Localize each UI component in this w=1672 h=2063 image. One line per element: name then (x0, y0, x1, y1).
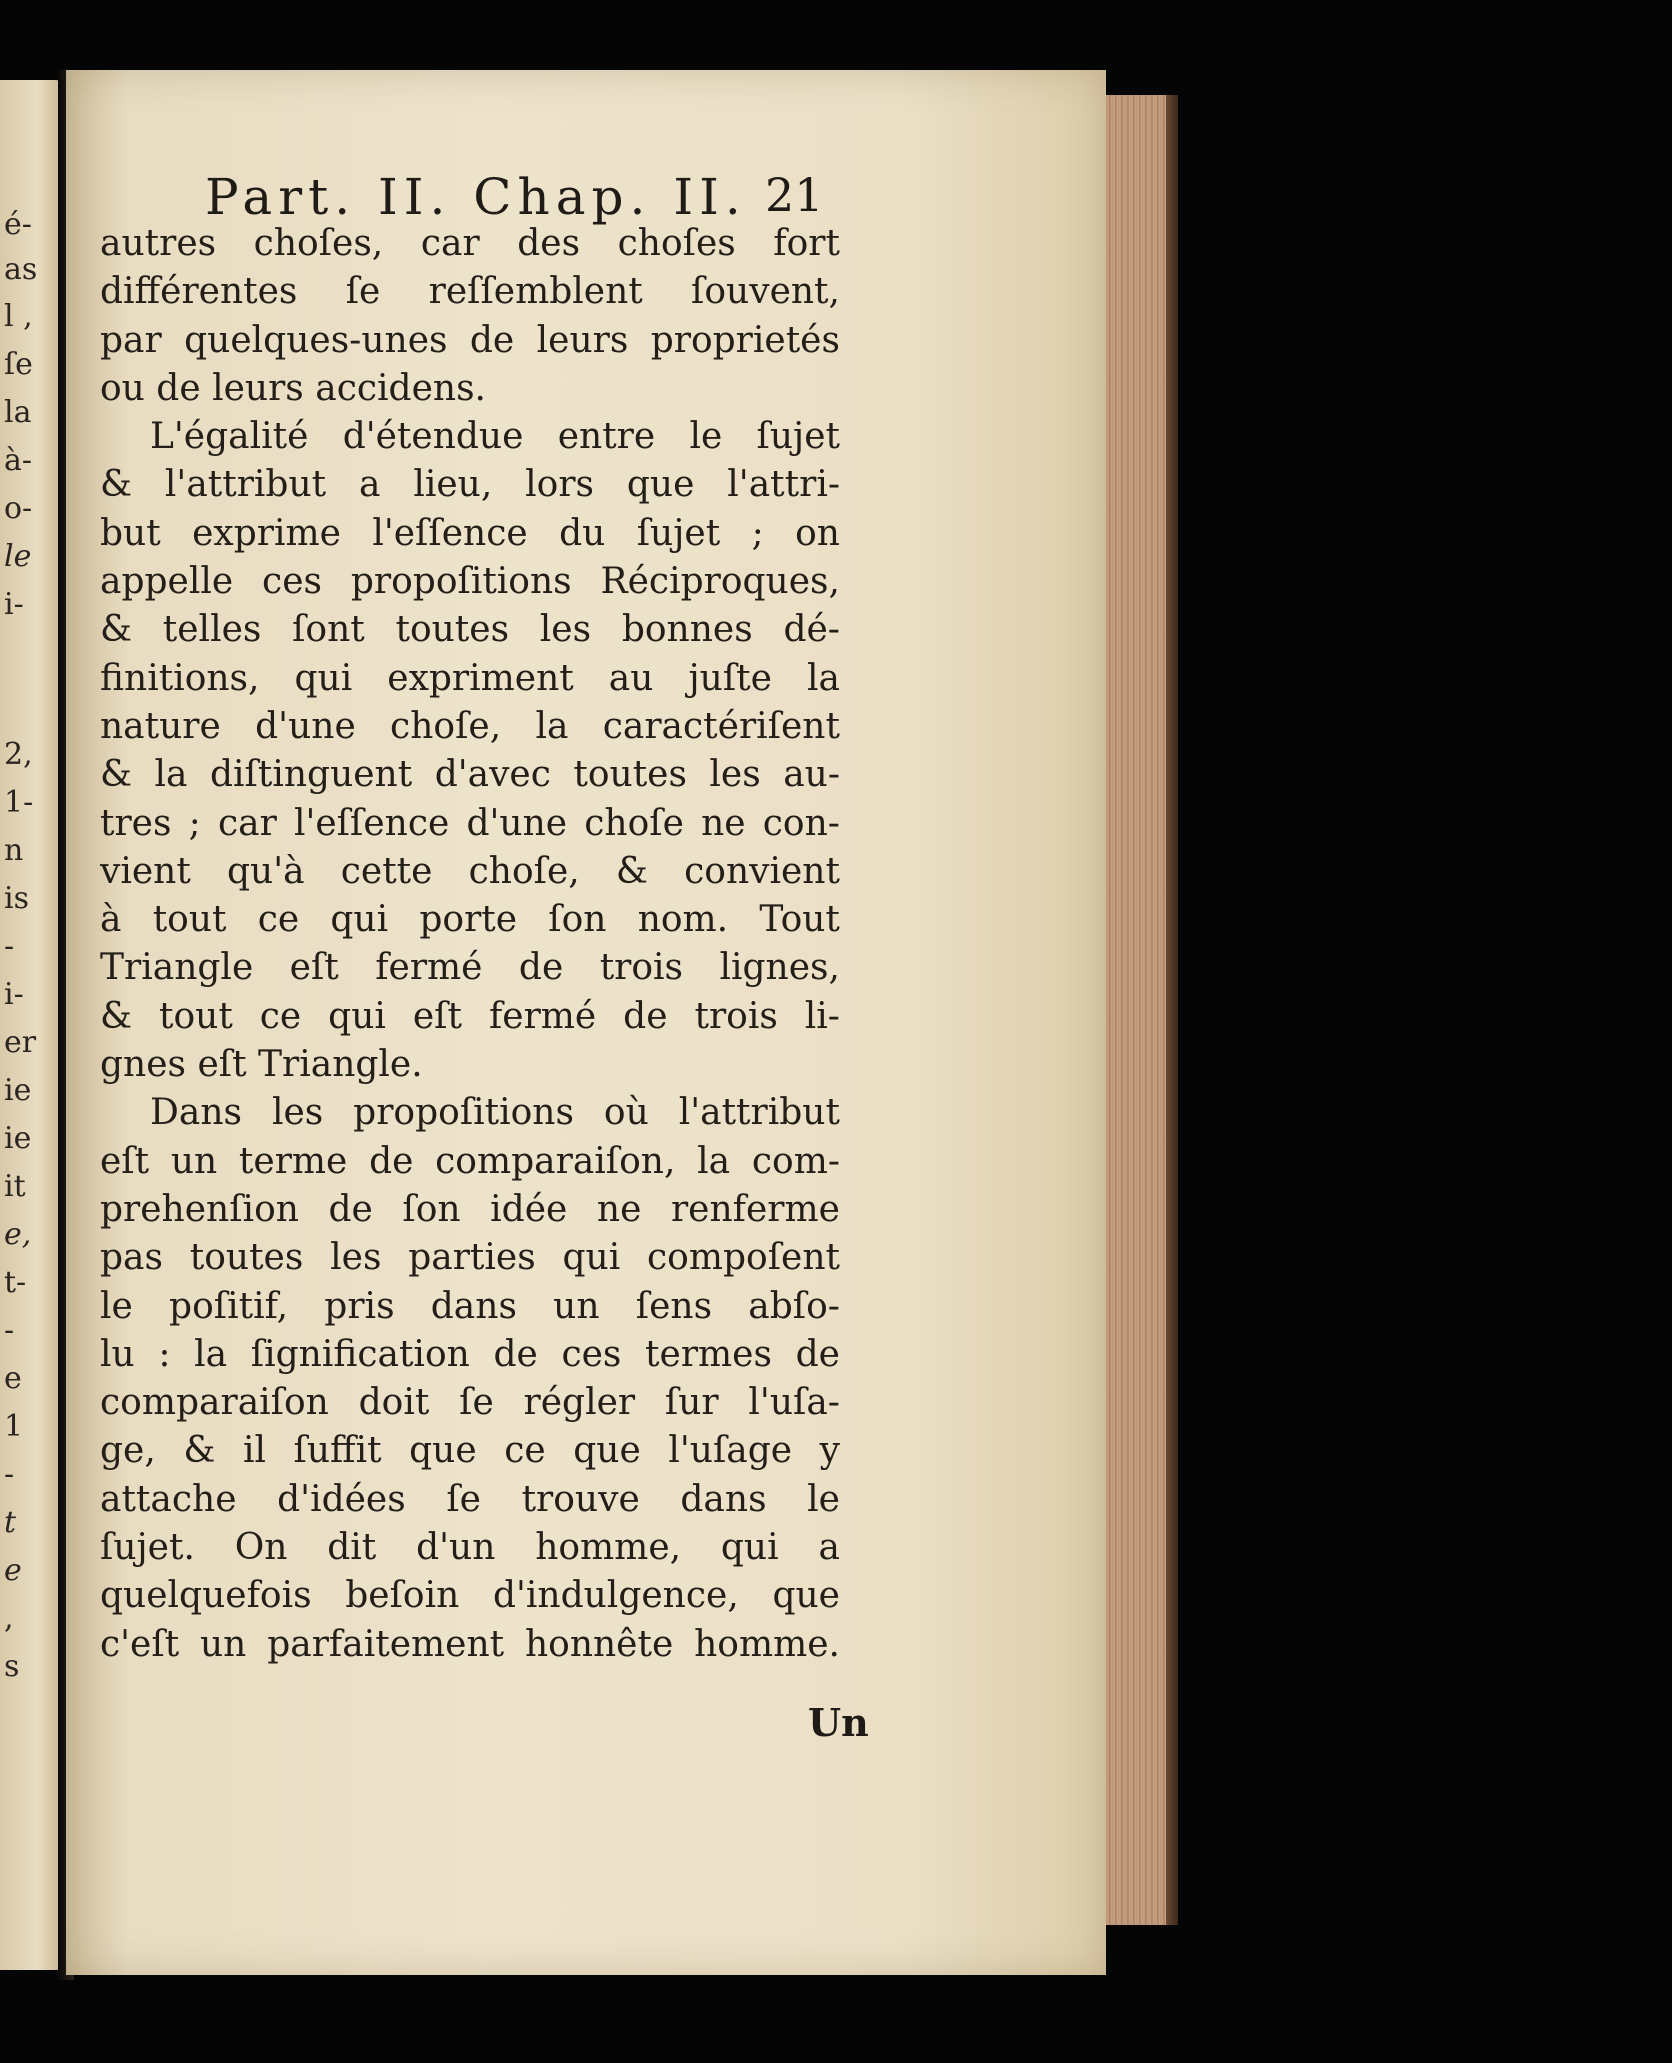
margin-fragment: s (4, 1649, 20, 1684)
word: tout (152, 899, 227, 941)
word: trouve (521, 1478, 640, 1520)
text-line (100, 1621, 840, 1669)
word: porte (419, 899, 518, 941)
word: con- (762, 802, 840, 844)
word: homme. (694, 1623, 840, 1665)
word: parties (408, 1237, 536, 1279)
word: l'attri- (727, 464, 840, 506)
word: exprime (192, 512, 341, 554)
word: que (573, 1430, 641, 1472)
word: on (795, 512, 840, 554)
margin-fragment: ie (4, 1073, 32, 1108)
word: & (100, 464, 133, 506)
word: les (709, 754, 761, 796)
text-line (100, 1476, 840, 1524)
word: toutes (395, 609, 510, 651)
word: que (772, 1575, 840, 1617)
word: qui (328, 995, 386, 1037)
running-head: Part. II. Chap. II. (205, 168, 747, 226)
word: de (369, 1140, 414, 1182)
word: diſtinguent (209, 754, 413, 796)
text-line (100, 1524, 840, 1572)
word: c'eſt (100, 1623, 180, 1665)
word: ces (262, 561, 322, 603)
word: l'uſage (668, 1430, 793, 1472)
word: parfaitement (267, 1623, 505, 1665)
word: attache (100, 1478, 237, 1520)
word: ſe (345, 271, 381, 313)
word: que (409, 1430, 477, 1472)
text-line (100, 1572, 840, 1620)
word: appelle (100, 561, 234, 603)
word: autres (100, 223, 217, 264)
word: y (819, 1430, 840, 1472)
word: On (234, 1527, 288, 1569)
text-line (100, 655, 840, 703)
word: à (100, 899, 122, 941)
word: lu (100, 1333, 135, 1375)
text-line (100, 703, 840, 751)
word: que (626, 464, 695, 506)
word: l'uſa- (748, 1382, 840, 1424)
word: convient (684, 850, 840, 892)
margin-fragment: er (4, 1025, 37, 1060)
word: fermé (488, 995, 597, 1037)
word: ces (561, 1333, 622, 1375)
word: ſujet (756, 416, 840, 458)
margin-fragment: - (4, 1457, 15, 1492)
margin-fragment: e (4, 1553, 22, 1588)
word: les (271, 1092, 324, 1134)
word: la (806, 657, 840, 699)
word: choſes (617, 223, 736, 264)
body-text (100, 220, 840, 1669)
word: ſe (459, 1382, 494, 1424)
text-line (100, 558, 840, 606)
word: idée (490, 1188, 568, 1230)
word: d'indulgence, (492, 1575, 739, 1617)
word: ne (596, 1188, 642, 1230)
word: Tout (759, 899, 840, 941)
margin-fragment: e, (4, 1217, 32, 1252)
word: eſt (289, 947, 339, 989)
word: vient (100, 850, 191, 892)
margin-fragment: as (4, 252, 38, 287)
word: toutes (189, 1237, 304, 1279)
margin-fragment: à- (4, 443, 33, 478)
word: qui (330, 899, 389, 941)
word: d'une (466, 802, 568, 844)
margin-fragment: - (4, 1313, 15, 1348)
margin-fragment: is (4, 881, 29, 916)
margin-fragment: n (4, 833, 24, 868)
word: trois (599, 947, 684, 989)
word: ſont (292, 609, 365, 651)
margin-fragment: , (4, 1601, 14, 1636)
word: le (807, 1478, 840, 1520)
word: pris (324, 1285, 395, 1327)
word: car (420, 223, 480, 264)
word: entre (557, 416, 656, 458)
word: lieu, (413, 464, 493, 506)
word: d'idées (277, 1478, 406, 1520)
word: li- (804, 995, 840, 1037)
margin-fragment: l , (4, 299, 33, 334)
word: telles (162, 609, 262, 651)
word: les (539, 609, 592, 651)
word: poſitif, (169, 1285, 289, 1327)
word: d'avec (434, 754, 551, 796)
word: tout (159, 995, 233, 1037)
margin-fragment: ie (4, 1121, 32, 1156)
word: qui (720, 1527, 779, 1569)
word: ſe (446, 1478, 481, 1520)
word: de (518, 947, 564, 989)
word: où (603, 1092, 649, 1134)
text-line (100, 1283, 840, 1331)
word: des (517, 223, 581, 264)
text-line (100, 1089, 840, 1137)
word: ſuffit (293, 1430, 382, 1472)
word: différentes (100, 271, 298, 313)
text-line: ou de leurs accidens. (100, 367, 486, 409)
word: caractériſent (602, 705, 840, 747)
word: choſe, (390, 705, 502, 747)
word: Dans (150, 1092, 242, 1134)
text-line (100, 606, 840, 654)
word: ce (504, 1430, 546, 1472)
text-line (100, 751, 840, 799)
text-line (100, 1186, 840, 1234)
text-line (100, 1234, 840, 1282)
word: renferme (670, 1188, 840, 1230)
word: un (170, 1140, 218, 1182)
word: expriment (387, 657, 574, 699)
word: terme (238, 1140, 348, 1182)
word: tres (100, 802, 172, 844)
word: car (217, 802, 277, 844)
word: proprietés (650, 319, 840, 361)
word: de (493, 1333, 538, 1375)
word: du (559, 512, 606, 554)
word: termes (645, 1333, 772, 1375)
text-line (100, 896, 840, 944)
word: l'attribut (164, 464, 327, 506)
margin-fragment: 1 (4, 1409, 24, 1444)
margin-fragment: la (4, 395, 32, 430)
word: qui (294, 657, 353, 699)
word: les (330, 1237, 382, 1279)
text-line (100, 848, 840, 896)
word: l'eſſence (293, 802, 450, 844)
word: l'eſſence (372, 512, 528, 554)
word: ce (257, 899, 300, 941)
word: L'égalité (150, 416, 309, 458)
word: & (100, 754, 133, 796)
word: d'une (255, 705, 356, 747)
word: par (100, 319, 162, 361)
margin-fragment: t- (4, 1265, 27, 1300)
word: la (697, 1140, 731, 1182)
word: honnête (524, 1623, 674, 1665)
word: bonnes (621, 609, 753, 651)
word: d'étendue (342, 416, 524, 458)
word: ſouvent, (691, 271, 840, 313)
word: au- (783, 754, 840, 796)
word: nom. (637, 899, 729, 941)
word: ſon (548, 899, 607, 941)
text-line (100, 510, 840, 558)
margin-fragment: i- (4, 587, 24, 622)
word: choſe (584, 802, 684, 844)
word: qu'à (226, 850, 305, 892)
margin-fragment: t (4, 1505, 17, 1540)
word: ; (751, 512, 764, 554)
word: but (100, 512, 161, 554)
word: de (795, 1333, 840, 1375)
word: com- (751, 1140, 840, 1182)
word: dé- (783, 609, 840, 651)
word: le (100, 1285, 133, 1327)
word: cette (340, 850, 433, 892)
word: ſujet (636, 512, 721, 554)
word: au (608, 657, 654, 699)
word: ne (701, 802, 746, 844)
page-number: 21 (765, 168, 824, 222)
word: & (615, 850, 648, 892)
word: & (183, 1430, 216, 1472)
word: ce (259, 995, 302, 1037)
word: comparaiſon, (435, 1140, 676, 1182)
word: : (158, 1333, 171, 1375)
word: la (154, 754, 188, 796)
word: il (242, 1430, 266, 1472)
text-line (100, 944, 840, 992)
facing-page-fragment (0, 80, 62, 1970)
word: nature (100, 705, 221, 747)
word: la (194, 1333, 228, 1375)
word: fermé (375, 947, 483, 989)
word: la (535, 705, 569, 747)
word: qui (562, 1237, 621, 1279)
word: de (623, 995, 668, 1037)
word: reſſemblent (428, 271, 643, 313)
word: ge, (100, 1430, 156, 1472)
word: de (328, 1188, 373, 1230)
word: pas (100, 1237, 163, 1279)
word: Réciproques, (600, 561, 840, 603)
margin-fragment: ſe (4, 347, 33, 382)
word: d'un (416, 1527, 496, 1569)
word: a (818, 1527, 840, 1569)
text-line (100, 413, 840, 461)
word: Triangle (100, 947, 254, 989)
word: & (100, 609, 133, 651)
word: ſur (664, 1382, 719, 1424)
word: un (200, 1623, 247, 1665)
word: eſt (100, 1140, 150, 1182)
word: fort (773, 223, 840, 264)
word: ſujet. (100, 1527, 195, 1569)
word: leurs (536, 319, 629, 361)
word: abſo- (748, 1285, 840, 1327)
word: dit (327, 1527, 377, 1569)
word: le (689, 416, 723, 458)
word: beſoin (345, 1575, 460, 1617)
word: un (553, 1285, 600, 1327)
text-line (100, 1427, 840, 1475)
text-line (100, 993, 840, 1041)
word: propoſitions (350, 561, 572, 603)
text-line (100, 1331, 840, 1379)
word: choſe, (468, 850, 580, 892)
catchword: Un (808, 1700, 869, 1745)
word: quelques-unes (184, 319, 448, 361)
margin-fragment: o- (4, 491, 33, 526)
word: ſon (402, 1188, 461, 1230)
word: toutes (573, 754, 687, 796)
word: ſens (635, 1285, 713, 1327)
word: ; (188, 802, 201, 844)
word: l'attribut (678, 1092, 840, 1134)
margin-fragment: le (4, 539, 32, 574)
word: lors (525, 464, 595, 506)
word: comparaiſon (100, 1382, 329, 1424)
margin-fragment: 2, (4, 737, 33, 772)
word: trois (694, 995, 778, 1037)
word: dans (430, 1285, 517, 1327)
margin-fragment: e (4, 1361, 22, 1396)
book-page (66, 70, 1106, 1975)
word: régler (523, 1382, 636, 1424)
word: compoſent (647, 1237, 840, 1279)
word: juſte (688, 657, 772, 699)
word: prehenſion (100, 1188, 299, 1230)
word: lignes, (719, 947, 840, 989)
word: a (359, 464, 381, 506)
text-line (100, 1138, 840, 1186)
margin-fragment: i- (4, 977, 24, 1012)
word: doit (358, 1382, 430, 1424)
word: homme, (535, 1527, 682, 1569)
word: choſes, (253, 223, 384, 264)
margin-fragment: it (4, 1169, 26, 1204)
word: dans (680, 1478, 767, 1520)
text-line (100, 220, 840, 268)
word: eſt (412, 995, 462, 1037)
word: propoſitions (353, 1092, 574, 1134)
margin-fragment: é- (4, 207, 32, 242)
word: de (469, 319, 515, 361)
page-edges (1106, 95, 1178, 1925)
margin-fragment: 1- (4, 785, 34, 820)
text-line (100, 461, 840, 509)
text-line (100, 1379, 840, 1427)
text-line (100, 800, 840, 848)
word: finitions, (100, 657, 260, 699)
text-line (100, 317, 840, 365)
text-line (100, 268, 840, 316)
word: quelquefois (100, 1575, 312, 1617)
margin-fragment: - (4, 929, 15, 964)
word: ſignification (250, 1333, 470, 1375)
word: & (100, 995, 133, 1037)
text-line: gnes eſt Triangle. (100, 1044, 423, 1086)
